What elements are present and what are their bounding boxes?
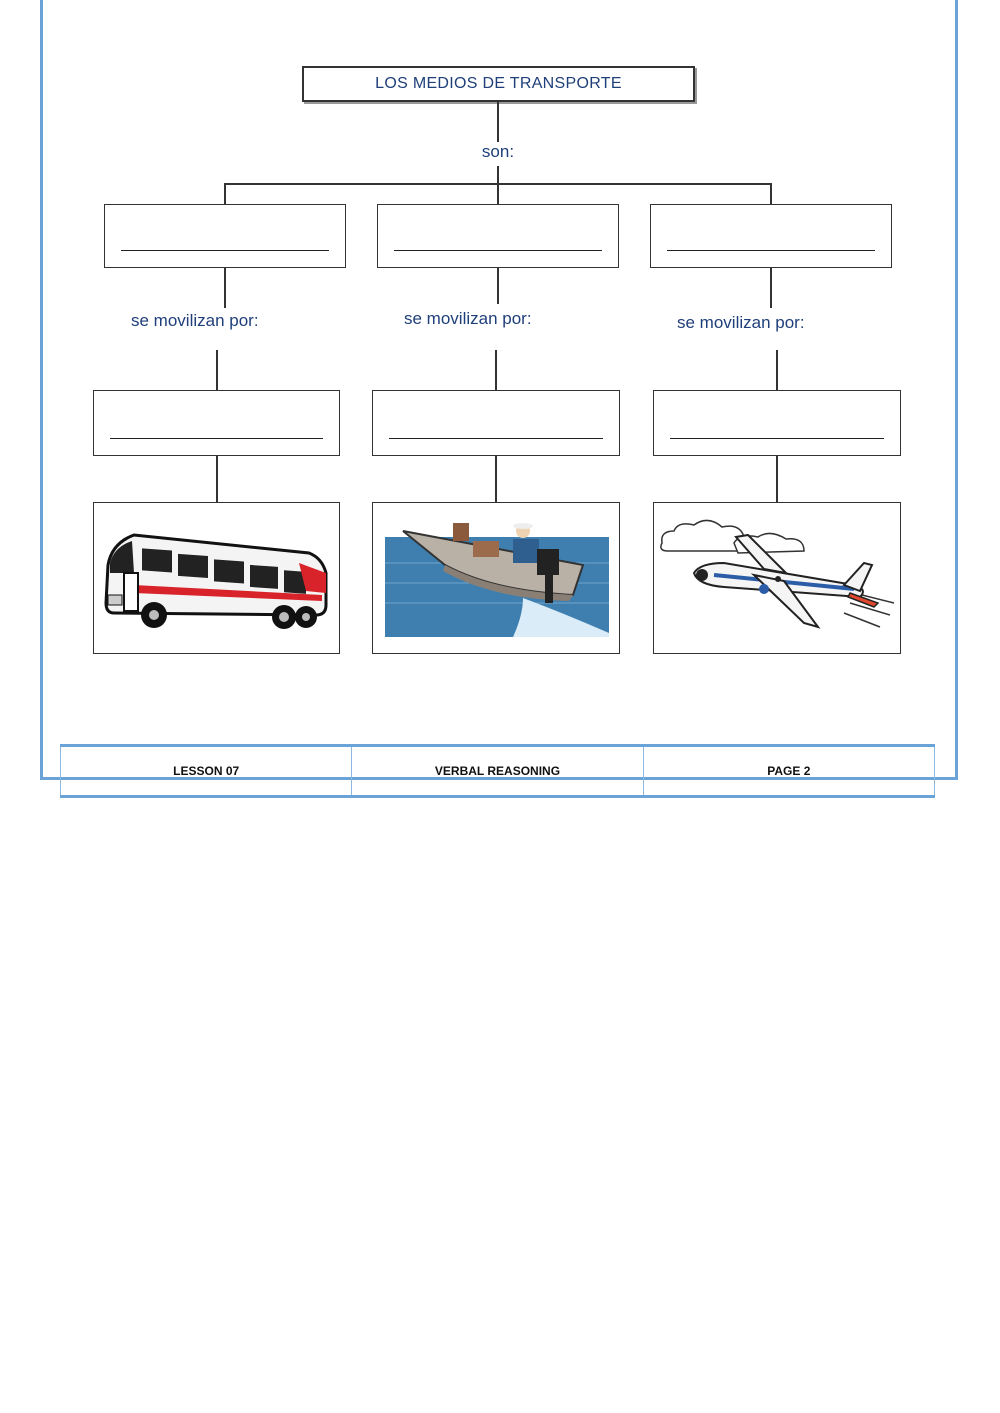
answer-box-type-3[interactable] [650, 204, 892, 268]
connector-line [770, 268, 772, 308]
blank-line [667, 250, 875, 251]
footer-lesson: LESSON 07 [60, 747, 351, 795]
branch-label: se movilizan por: [677, 313, 805, 332]
bus-picture-box [93, 502, 340, 654]
branch-label: se movilizan por: [404, 309, 532, 328]
plane-picture-box [653, 502, 901, 654]
connector-line [497, 102, 499, 142]
bus-illustration [94, 503, 340, 654]
blank-line [394, 250, 602, 251]
motorboat-illustration [373, 503, 620, 654]
connector-line [495, 456, 497, 502]
answer-box-medium-1[interactable] [93, 390, 340, 456]
page-footer [60, 744, 935, 798]
connector-line [216, 350, 218, 390]
blank-line [110, 438, 323, 439]
connector-line [497, 268, 499, 304]
answer-box-type-1[interactable] [104, 204, 346, 268]
blank-line [121, 250, 329, 251]
connector-line [776, 350, 778, 390]
connector-line [776, 456, 778, 502]
answer-box-medium-3[interactable] [653, 390, 901, 456]
answer-box-type-2[interactable] [377, 204, 619, 268]
blank-line [670, 438, 884, 439]
connector-line [224, 183, 772, 185]
diagram-title-box [302, 66, 695, 102]
footer-subject: VERBAL REASONING [351, 747, 642, 795]
branch-label: se movilizan por: [131, 311, 259, 330]
connector-line [224, 268, 226, 308]
footer-page: PAGE 2 [643, 747, 935, 795]
airplane-illustration [654, 503, 901, 654]
connector-line [224, 183, 226, 204]
blank-line [389, 438, 603, 439]
connector-line [495, 350, 497, 390]
connector-line [770, 183, 772, 204]
answer-box-medium-2[interactable] [372, 390, 620, 456]
connector-line [497, 166, 499, 204]
diagram-title: LOS MEDIOS DE TRANSPORTE [375, 75, 622, 92]
connector-label: son: [481, 142, 515, 161]
boat-picture-box [372, 502, 620, 654]
connector-line [216, 456, 218, 502]
